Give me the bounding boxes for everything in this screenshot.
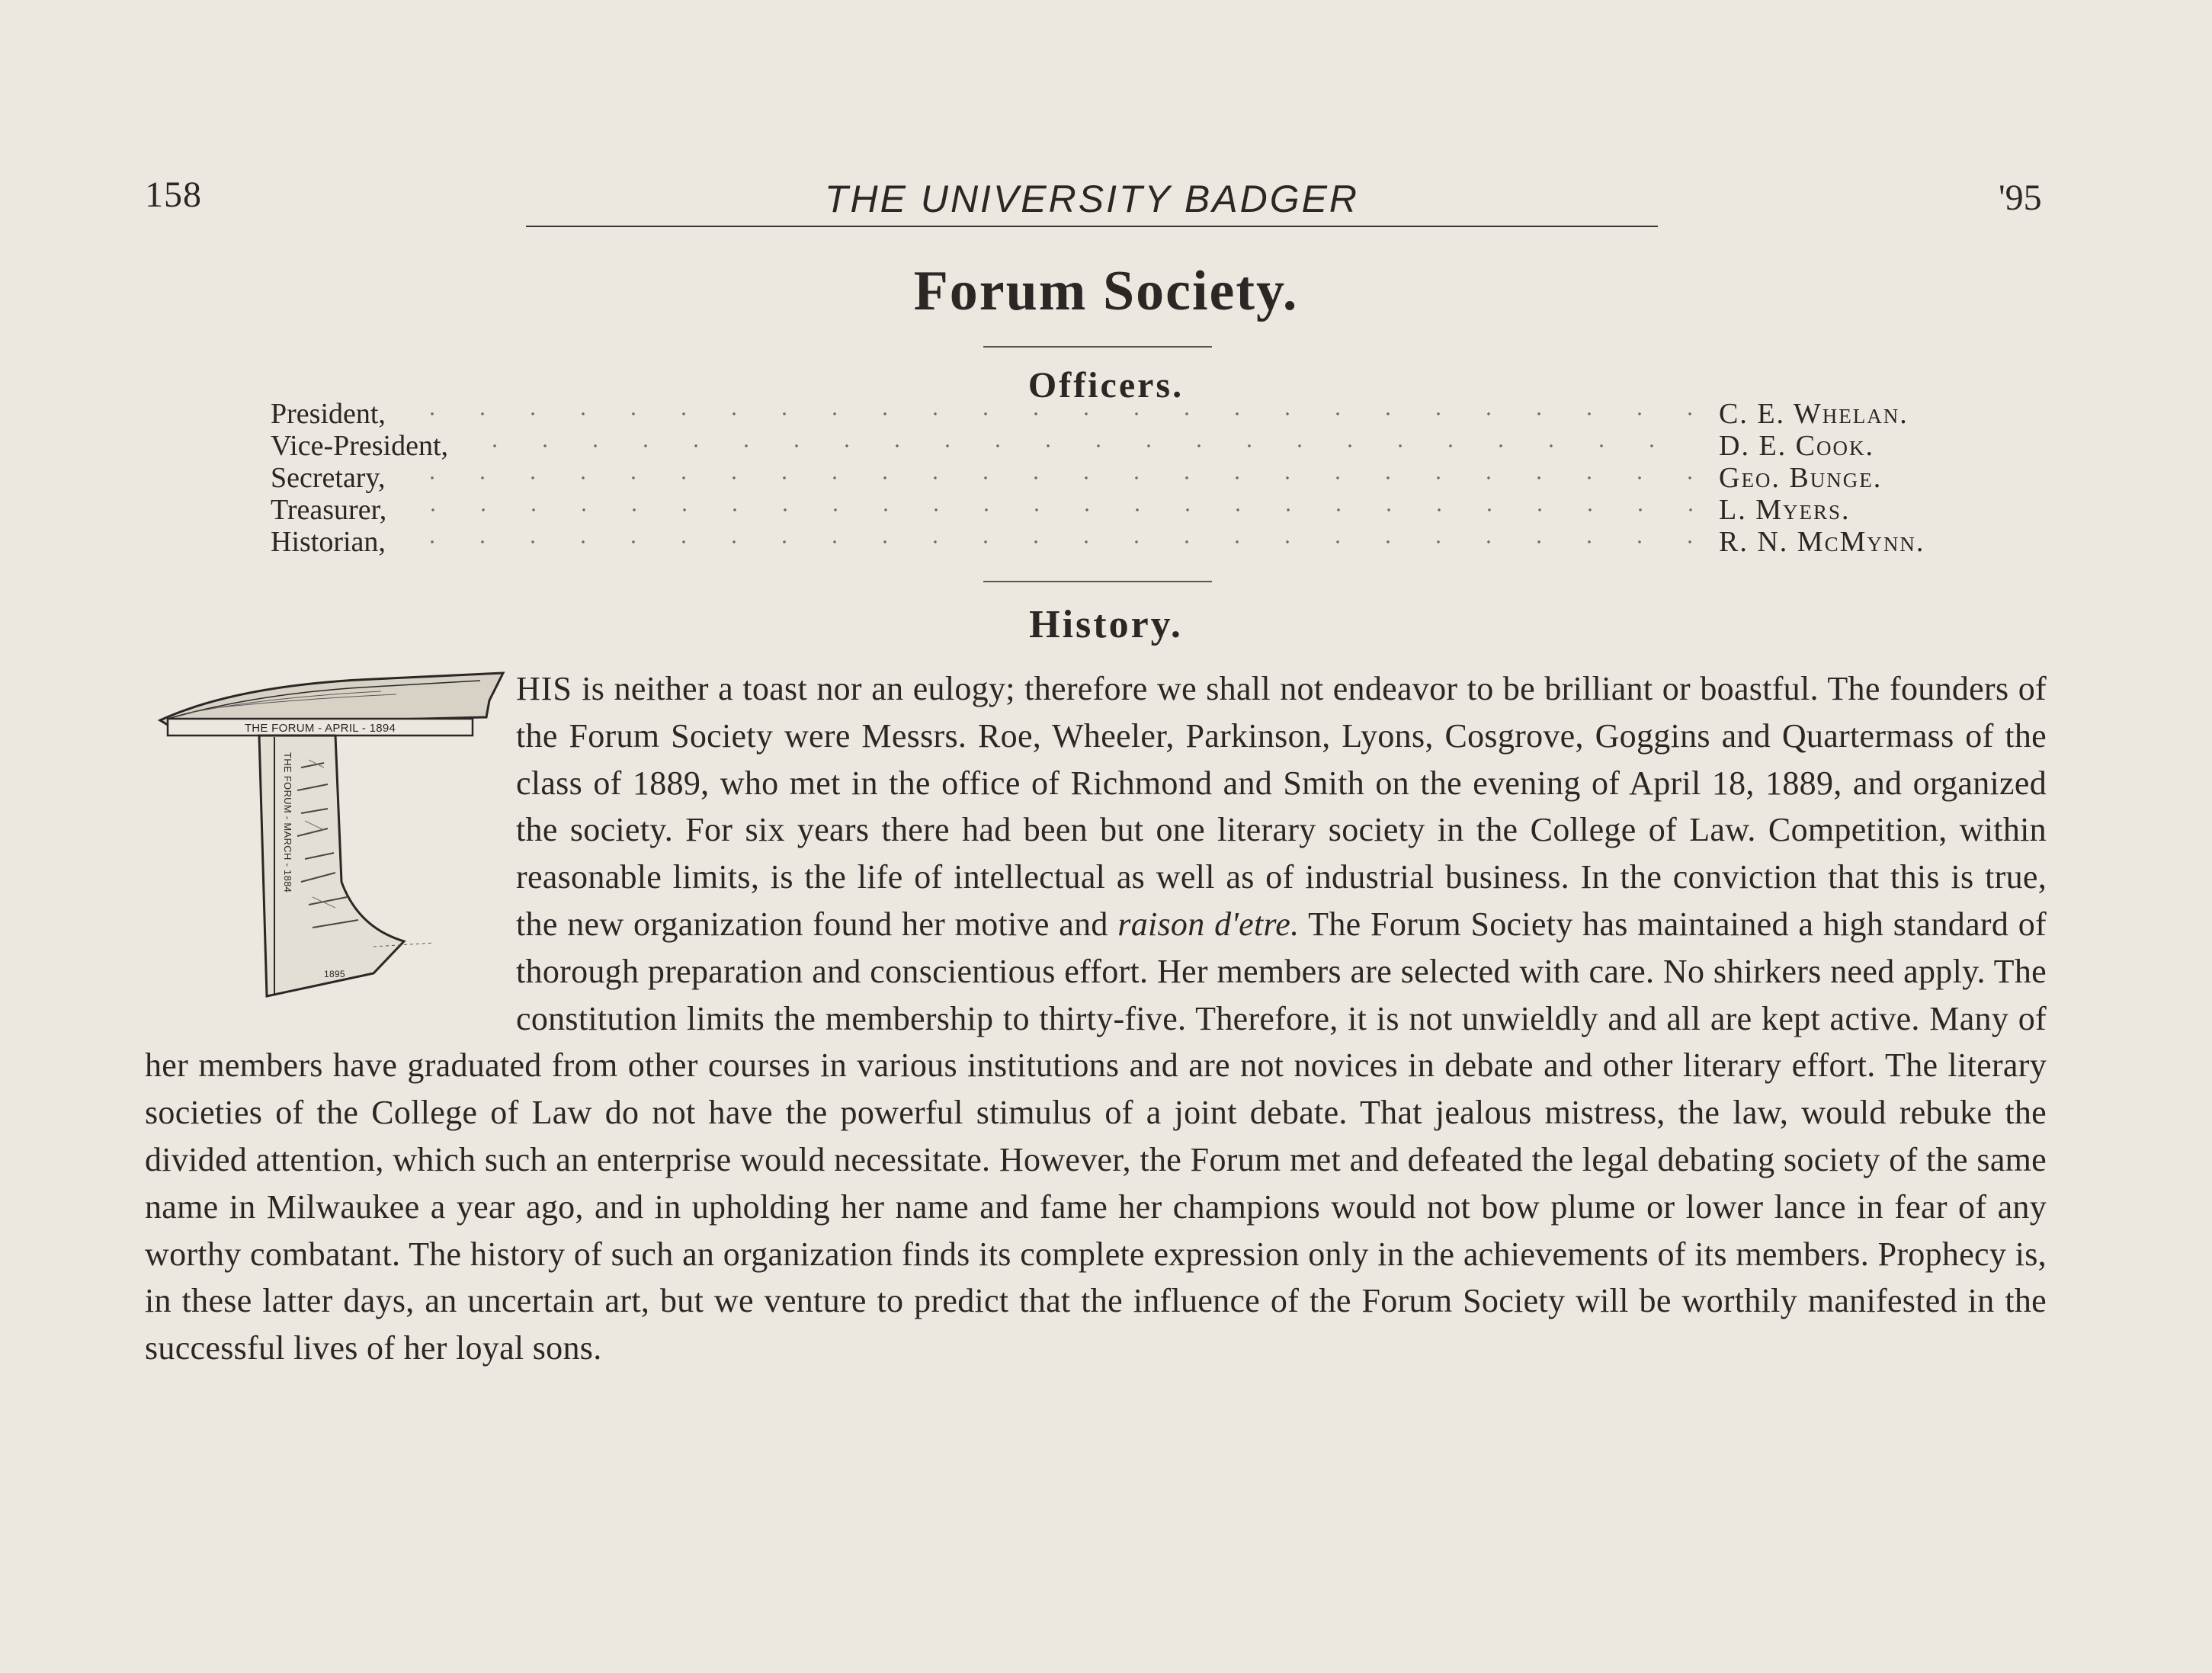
dropcap-t-illustration xyxy=(145,668,507,1004)
officer-name: C. E. Whelan. xyxy=(1719,398,1909,430)
italic-phrase: raison d'etre. xyxy=(1117,905,1300,943)
volume-mark: '95 xyxy=(1999,178,2042,218)
page-number: 158 xyxy=(145,175,202,215)
officer-row xyxy=(271,398,1948,430)
column-inscription: THE FORUM - MARCH - 1884 xyxy=(282,752,293,893)
officer-row xyxy=(271,430,1948,462)
dotted-leader xyxy=(407,412,1697,415)
officer-row xyxy=(271,462,1948,494)
officer-name: D. E. Cook. xyxy=(1719,430,1874,462)
officer-row xyxy=(271,526,1948,558)
officer-title: Treasurer, xyxy=(271,494,387,526)
officer-title: President, xyxy=(271,398,386,430)
officers-list xyxy=(271,398,1948,558)
dotted-leader xyxy=(408,508,1697,511)
officer-row xyxy=(271,494,1948,526)
history-body xyxy=(145,665,2047,1372)
running-title: THE UNIVERSITY BADGER xyxy=(824,178,1360,220)
dotted-leader xyxy=(407,476,1698,479)
dotted-leader xyxy=(407,540,1697,543)
plaque-inscription: THE FORUM - APRIL - 1894 xyxy=(244,722,396,735)
history-paragraph-part-2: The Forum Society has maintained a high standard of thorough preparation and conscientious effort. Her members are selected with care. No shirkers need apply. The constitution limits the membership to thirty-five. Therefore, it is not unwieldly and all are kept active. Many of her members have graduated from other courses in various institutions and are not novices in debate and other literary effort. The literary societies of the College of Law do not have the powerful stimulus of a joint debate. That jealous mistress, the law, would rebuke the divided attention, which such an enterprise would necessitate. However, the Forum met and defeated the legal debating society of the same name in Milwaukee a year ago, and in upholding her name and fame her champions would not bow plume or lower lance in fear of any worthy combatant. The history of such an organization finds its complete expression only in the achievements of its members. Prophecy is, in these latter days, an uncertain art, but we venture to predict that the influence of the Forum Society will be worthily manifested in the successful lives of her loyal sons. xyxy=(145,905,2047,1367)
officer-title: Secretary, xyxy=(271,462,386,494)
history-paragraph-part-1: is neither a toast nor an eulogy; therefore we shall not endeavor to be brilliant or boastful. The founders of the Forum Society were Messrs. Roe, Wheeler, Parkinson, Lyons, Cosgrove, Goggins and Quartermass of the class of 1889, who met in the office of Richmond and Smith on the evening of April 18, 1889, and organized the society. For six years there had been but one literary society in the College of Law. Competition, within reasonable limits, is the life of intellectual as well as of industrial business. In the conviction that this is true, the new organization found her motive and xyxy=(516,670,2047,943)
officer-title: Historian, xyxy=(271,526,386,558)
officer-name: Geo. Bunge. xyxy=(1719,462,1883,494)
officer-title: Vice-President, xyxy=(271,430,449,462)
dotted-leader xyxy=(470,444,1697,447)
officer-name: R. N. McMynn. xyxy=(1719,526,1925,558)
history-heading: History. xyxy=(1029,603,1183,646)
officer-name: L. Myers. xyxy=(1719,494,1851,526)
lead-word: HIS xyxy=(516,670,572,707)
header-rule xyxy=(526,226,1658,227)
officers-divider xyxy=(983,581,1212,582)
section-title: Forum Society. xyxy=(913,260,1299,322)
officers-heading: Officers. xyxy=(1027,365,1185,405)
base-inscription: 1895 xyxy=(324,969,345,979)
dropcap-illustration xyxy=(145,668,507,1004)
title-divider xyxy=(983,346,1212,348)
